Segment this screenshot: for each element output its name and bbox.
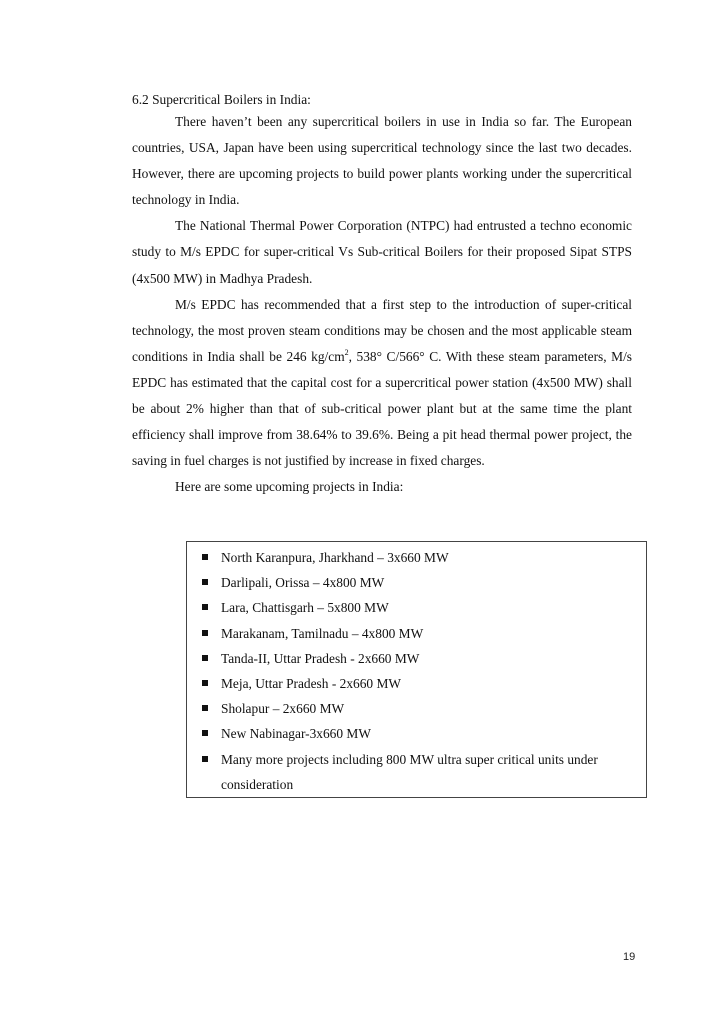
list-item [201, 721, 641, 746]
projects-box [186, 541, 647, 798]
square-bullet-icon [202, 604, 208, 610]
square-bullet-icon [202, 554, 208, 560]
body-text [132, 109, 632, 500]
projects-list [201, 545, 641, 797]
list-item [201, 595, 641, 620]
page-number: 19 [623, 951, 636, 963]
paragraph-no-supercritical-boilers: There haven’t been any supercritical boilers in use in India so far. The European countries, USA, Japan have been using supercritical technology since the last two decades. However, there are upcoming projects to build power plants working under the supercritical technology in India. [132, 114, 632, 208]
list-item-label: Lara, Chattisgarh – 5x800 MW [221, 600, 389, 616]
square-bullet-icon [202, 756, 208, 762]
paragraph-upcoming-projects-intro: Here are some upcoming projects in India: [175, 479, 404, 495]
list-item-label: Darlipali, Orissa – 4x800 MW [221, 575, 385, 591]
list-item [201, 570, 641, 595]
paragraph-epdc-recommendation [132, 292, 632, 475]
list-item [201, 747, 641, 797]
list-item [201, 621, 641, 646]
steam-conditions-text: M/s EPDC has recommended that a first step to the introduction of super-critical technology, the most proven steam conditions may be chosen and the most applicable steam conditions in India shall be 246 kg/cm [132, 296, 632, 364]
square-bullet-icon [202, 680, 208, 686]
square-bullet-icon [202, 705, 208, 711]
square-bullet-icon [202, 655, 208, 661]
list-item-label: Marakanam, Tamilnadu – 4x800 MW [221, 625, 424, 641]
list-item-label: Meja, Uttar Pradesh - 2x660 MW [221, 676, 401, 692]
capital-cost-text: , 538° C/566° C. With these steam parameters, M/s EPDC has estimated that the capital cost for a supercritical power station (4x500 MW) shall be about 2% higher than that of sub-critical power plant but at the same time the plant efficiency shall improve from 38.64% to 39.6%. Being a pit head thermal power project, the saving in fuel charges is not justified by increase in fixed charges. [132, 348, 632, 469]
list-item-label: Many more projects including 800 MW ultra super critical units under consideration [221, 751, 598, 792]
list-item-label: New Nabinagar-3x660 MW [221, 726, 371, 742]
square-bullet-icon [202, 579, 208, 585]
list-item-label: Sholapur – 2x660 MW [221, 701, 345, 717]
superscript-squared: 2 [344, 347, 349, 357]
list-item [201, 545, 641, 570]
square-bullet-icon [202, 630, 208, 636]
section-heading: 6.2 Supercritical Boilers in India: [132, 92, 311, 107]
square-bullet-icon [202, 730, 208, 736]
list-item-label: North Karanpura, Jharkhand – 3x660 MW [221, 550, 449, 565]
list-item [201, 646, 641, 671]
paragraph-ntpc-study: The National Thermal Power Corporation (NTPC) had entrusted a techno economic study to M/s EPDC for super-critical Vs Sub-critical Boilers for their proposed Sipat STPS (4x500 MW) in Madhya Pradesh. [132, 218, 632, 286]
list-item-label: Tanda-II, Uttar Pradesh - 2x660 MW [221, 650, 420, 666]
list-item [201, 696, 641, 721]
list-item [201, 671, 641, 696]
